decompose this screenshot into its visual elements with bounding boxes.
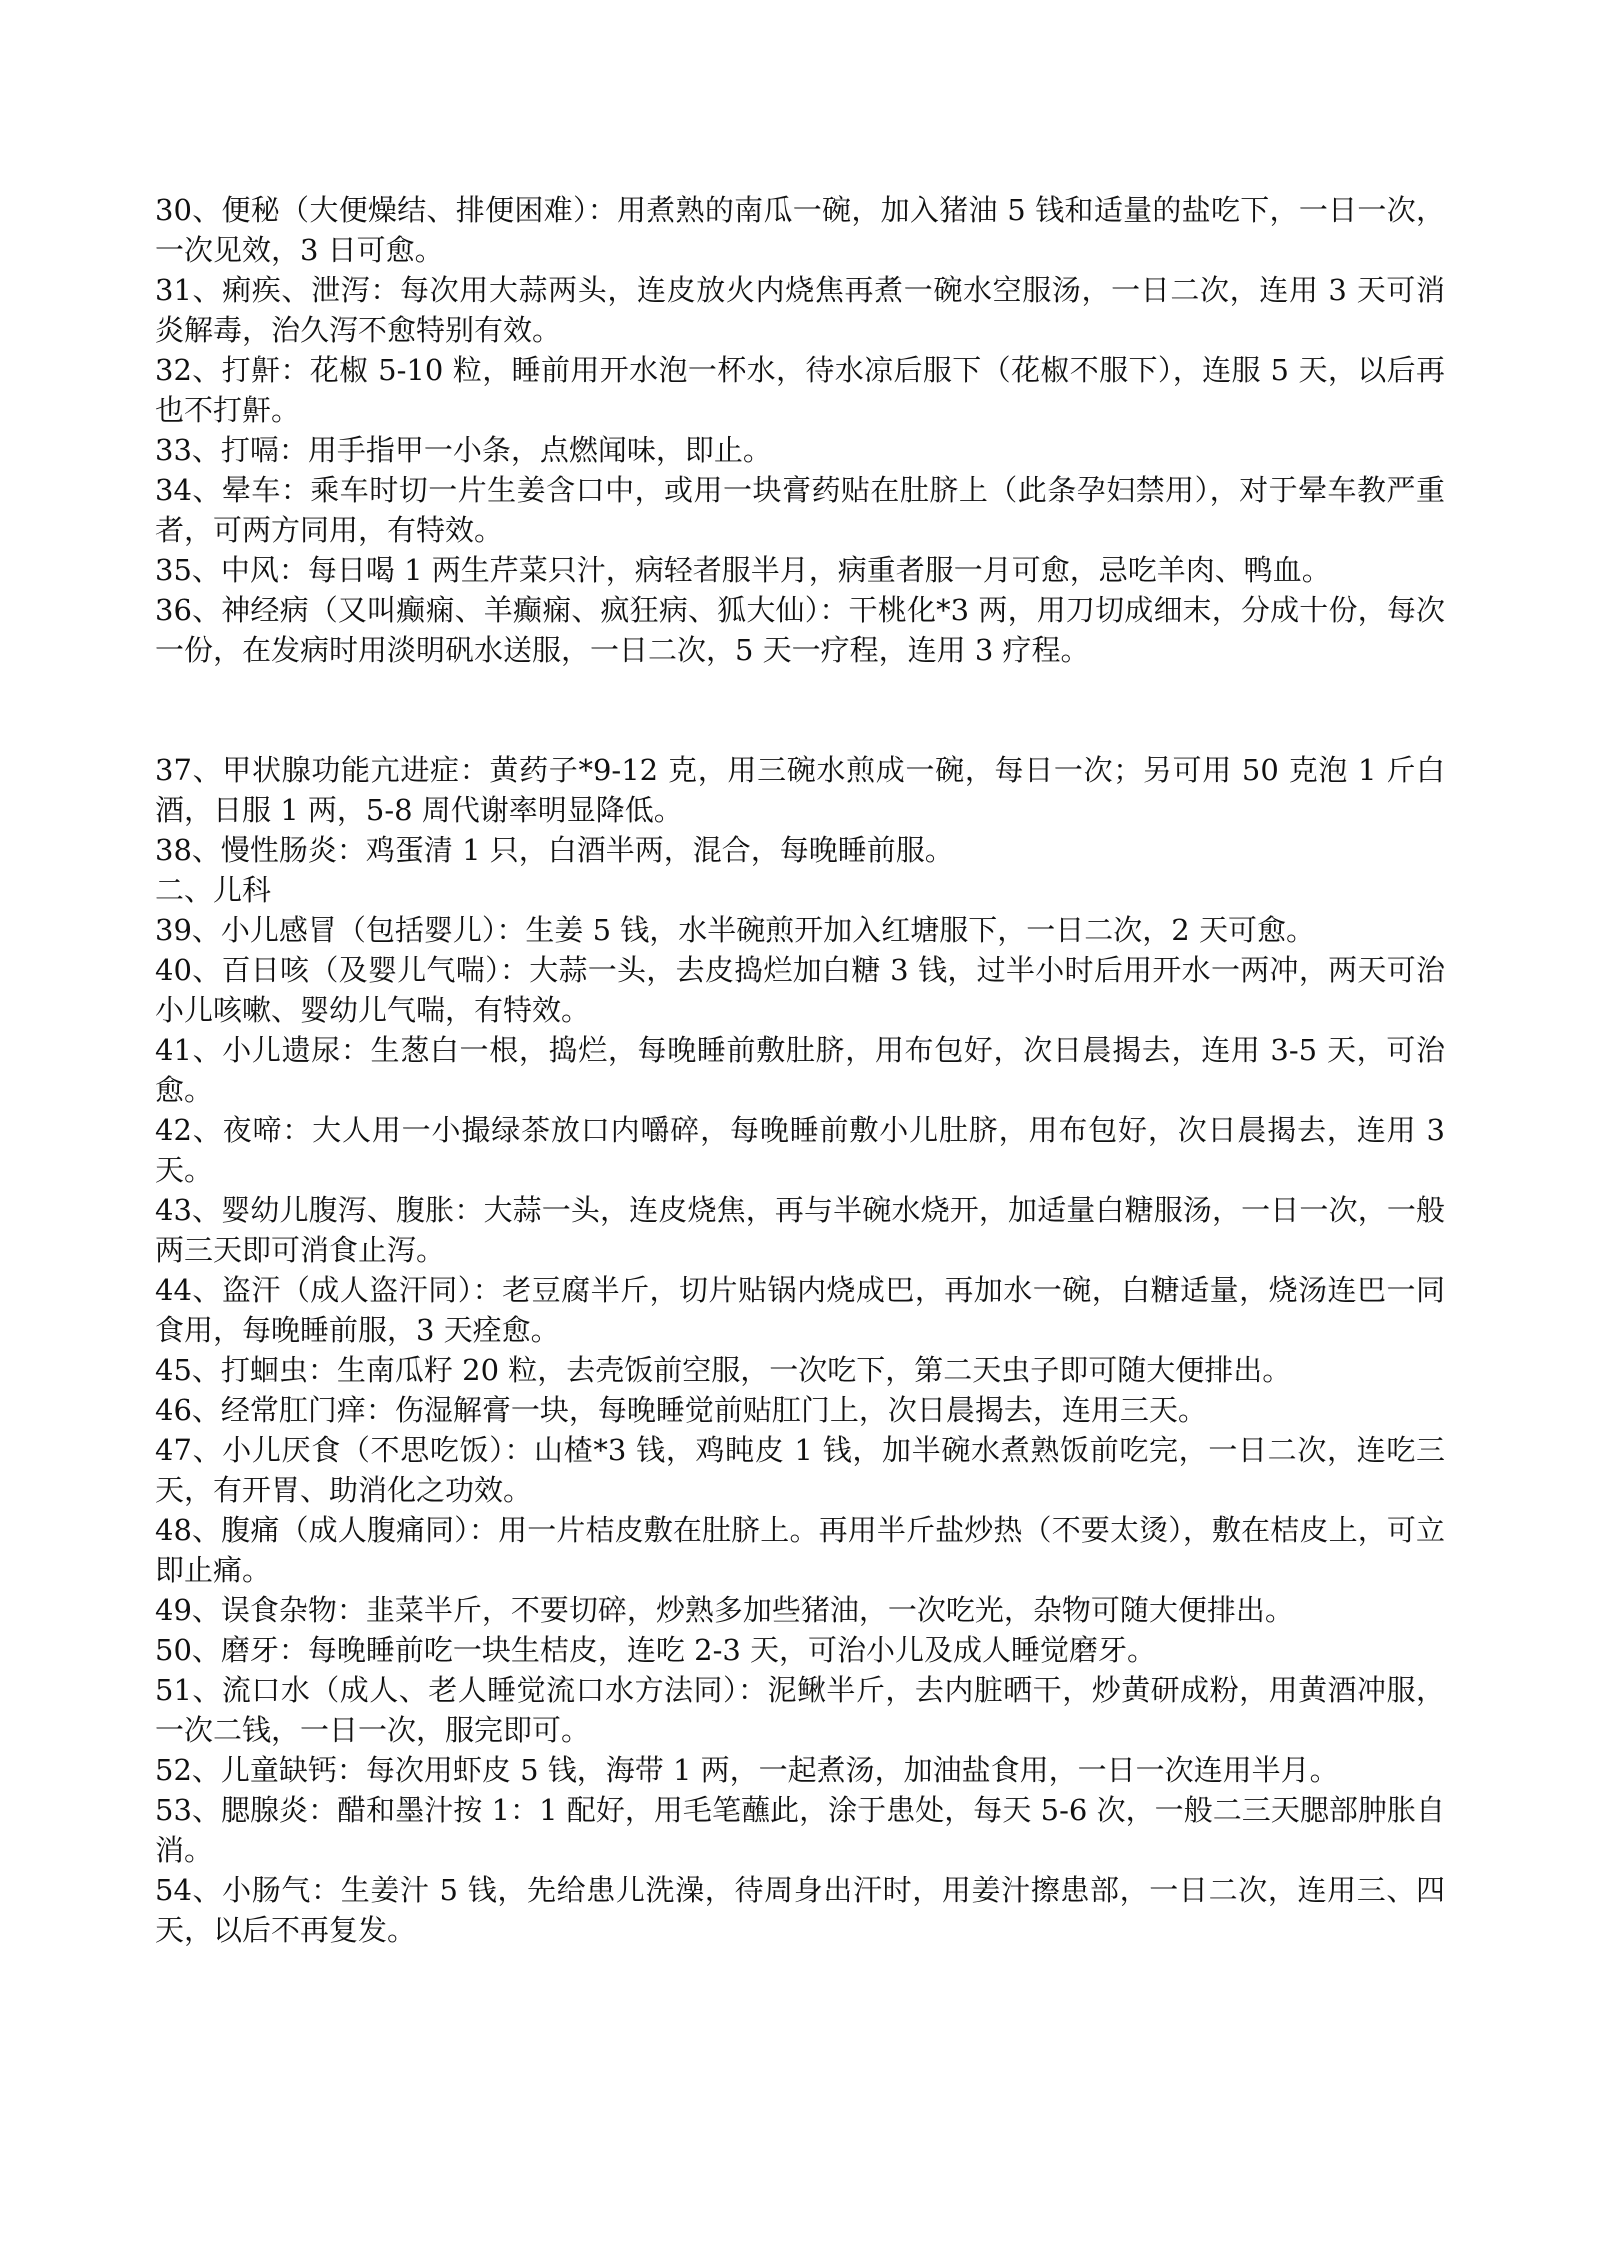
remedy-42: 42、夜啼：大人用一小撮绿茶放口内嚼碎，每晚睡前敷小儿肚脐，用布包好，次日晨揭去，连用 3 天。 [155, 1113, 1445, 1187]
remedy-41: 41、小儿遗尿：生葱白一根，捣烂，每晚睡前敷肚脐，用布包好，次日晨揭去，连用 3-5 天，可治愈。 [155, 1033, 1445, 1107]
remedy-31: 31、痢疾、泄泻：每次用大蒜两头，连皮放火内烧焦再煮一碗水空服汤，一日二次，连用 3 天可消炎解毒，治久泻不愈特别有效。 [155, 273, 1445, 347]
remedy-35: 35、中风：每日喝 1 两生芹菜只汁，病轻者服半月，病重者服一月可愈，忌吃羊肉、鸭血。 [155, 553, 1331, 587]
remedy-32: 32、打鼾：花椒 5-10 粒，睡前用开水泡一杯水，待水凉后服下（花椒不服下），连服 5 天，以后再也不打鼾。 [155, 353, 1445, 427]
remedy-40: 40、百日咳（及婴儿气喘）：大蒜一头，去皮捣烂加白糖 3 钱，过半小时后用开水一两冲，两天可治小儿咳嗽、婴幼儿气喘，有特效。 [155, 953, 1445, 1027]
remedy-49: 49、误食杂物：韭菜半斤，不要切碎，炒熟多加些猪油，一次吃光，杂物可随大便排出。 [155, 1593, 1294, 1627]
remedy-block-2 [155, 750, 1445, 1950]
remedy-30: 30、便秘（大便燥结、排便困难）：用煮熟的南瓜一碗，加入猪油 5 钱和适量的盐吃下，一日一次，一次见效，3 日可愈。 [155, 193, 1445, 267]
document-body [155, 190, 1445, 1950]
remedy-44: 44、盗汗（成人盗汗同）：老豆腐半斤，切片贴锅内烧成巴，再加水一碗，白糖适量，烧汤连巴一同食用，每晚睡前服，3 天痊愈。 [155, 1273, 1445, 1347]
remedy-36: 36、神经病（又叫癫痫、羊癫痫、疯狂病、狐大仙）：干桃化*3 两，用刀切成细末，分成十份，每次一份，在发病时用淡明矾水送服，一日二次，5 天一疗程，连用 3 疗程。 [155, 593, 1445, 667]
remedy-46: 46、经常肛门痒：伤湿解膏一块，每晚睡觉前贴肛门上，次日晨揭去，连用三天。 [155, 1393, 1207, 1427]
remedy-50: 50、磨牙：每晚睡前吃一块生桔皮，连吃 2-3 天，可治小儿及成人睡觉磨牙。 [155, 1633, 1157, 1667]
remedy-52: 52、儿童缺钙：每次用虾皮 5 钱，海带 1 两，一起煮汤，加油盐食用，一日一次连用半月。 [155, 1753, 1339, 1787]
remedy-39: 39、小儿感冒（包括婴儿）：生姜 5 钱，水半碗煎开加入红塘服下，一日二次，2 天可愈。 [155, 913, 1315, 947]
remedy-54: 54、小肠气：生姜汁 5 钱，先给患儿洗澡，待周身出汗时，用姜汁擦患部，一日二次，连用三、四天，以后不再复发。 [155, 1873, 1445, 1947]
remedy-37: 37、甲状腺功能亢进症：黄药子*9-12 克，用三碗水煎成一碗，每日一次；另可用 50 克泡 1 斤白酒，日服 1 两，5-8 周代谢率明显降低。 [155, 753, 1445, 827]
remedy-34: 34、晕车：乘车时切一片生姜含口中，或用一块膏药贴在肚脐上（此条孕妇禁用），对于晕车教严重者，可两方同用，有特效。 [155, 473, 1445, 547]
remedy-43: 43、婴幼儿腹泻、腹胀：大蒜一头，连皮烧焦，再与半碗水烧开，加适量白糖服汤，一日一次，一般两三天即可消食止泻。 [155, 1193, 1445, 1267]
remedy-38: 38、慢性肠炎：鸡蛋清 1 只，白酒半两，混合，每晚睡前服。 [155, 833, 954, 867]
remedy-45: 45、打蛔虫：生南瓜籽 20 粒，去壳饭前空服，一次吃下，第二天虫子即可随大便排出。 [155, 1353, 1292, 1387]
remedy-47: 47、小儿厌食（不思吃饭）：山楂*3 钱，鸡盹皮 1 钱，加半碗水煮熟饭前吃完，一日二次，连吃三天，有开胃、助消化之功效。 [155, 1433, 1445, 1507]
remedy-33: 33、打嗝：用手指甲一小条，点燃闻味，即止。 [155, 433, 772, 467]
paragraph-gap [155, 670, 1445, 750]
remedy-53: 53、腮腺炎：醋和墨汁按 1：1 配好，用毛笔蘸此，涂于患处，每天 5-6 次，一般二三天腮部肿胀自消。 [155, 1793, 1445, 1867]
remedy-51: 51、流口水（成人、老人睡觉流口水方法同）：泥鳅半斤，去内脏晒干，炒黄研成粉，用黄酒冲服，一次二钱，一日一次，服完即可。 [155, 1673, 1445, 1747]
remedy-block-1 [155, 190, 1445, 670]
remedy-48: 48、腹痛（成人腹痛同）：用一片桔皮敷在肚脐上。再用半斤盐炒热（不要太烫），敷在桔皮上，可立即止痛。 [155, 1513, 1445, 1587]
section-heading-pediatrics: 二、儿科 [155, 873, 272, 907]
